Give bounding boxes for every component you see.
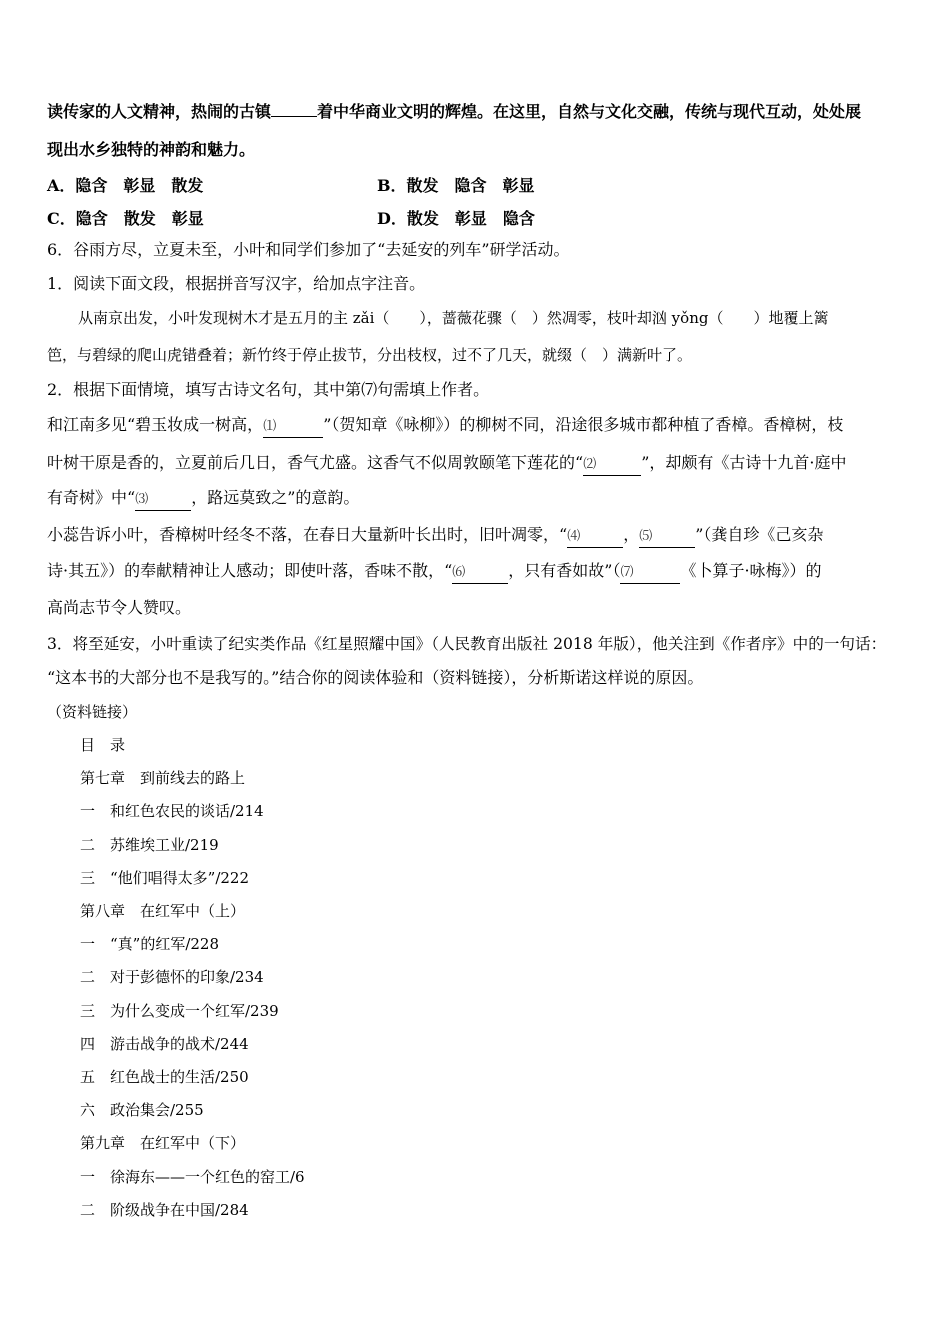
q6-p3-line1: 3．将至延安，小叶重读了纪实类作品《红星照耀中国》（人民教育出版社 2018 年版），他关注到《作者序》中的一句话： xyxy=(47,635,887,653)
toc-item: 五 红色战士的生活/250 xyxy=(80,1068,249,1086)
q6-p2-title: 2．根据下面情境，填写古诗文名句，其中第⑺句需填上作者。 xyxy=(47,380,490,399)
toc-item: 三 为什么变成一个红军/239 xyxy=(80,1001,279,1020)
q6-p2-line4 xyxy=(47,525,823,548)
q6-p2-line1 xyxy=(47,415,843,438)
toc-item: 目 录 xyxy=(80,736,126,754)
q5-line2: 现出水乡独特的神韵和魅力。 xyxy=(47,140,256,159)
text: 和江南多见“碧玉妆成一树高， xyxy=(47,415,264,434)
text: 诗·其五》）的奉献精神让人感动；即使叶落，香味不散，“ xyxy=(47,561,453,580)
option-c[interactable]: C．隐含 散发 彰显 xyxy=(47,209,204,228)
blank-3: ⑶ xyxy=(135,490,191,511)
toc-item: 一 “真”的红军/228 xyxy=(80,935,220,954)
text: ”（龚自珍《己亥杂 xyxy=(695,525,824,544)
q6-p2-line6: 高尚志节令人赞叹。 xyxy=(47,598,192,617)
toc-item: 三 “他们唱得太多”/222 xyxy=(80,868,250,887)
text: 有奇树》中“ xyxy=(47,488,136,507)
text: ，只有香如故”（ xyxy=(508,561,621,580)
text: 小蕊告诉小叶，香樟树叶经冬不落，在春日大量新叶长出时，旧叶凋零，“ xyxy=(47,525,568,544)
toc-item: 一 徐海东——一个红色的窑工/6 xyxy=(80,1167,305,1186)
q6-p1-title: 1．阅读下面文段，根据拼音写汉字，给加点字注音。 xyxy=(47,274,426,293)
blank-7: ⑺ xyxy=(620,563,680,584)
blank-2: ⑵ xyxy=(583,455,641,476)
q6-p3-line3: （资料链接） xyxy=(47,703,138,721)
text: ”，却颇有《古诗十九首·庭中 xyxy=(641,453,847,472)
toc-item: 第九章 在红军中（下） xyxy=(80,1134,246,1153)
q6-p2-line2 xyxy=(47,453,846,476)
q5-line1 xyxy=(47,102,861,122)
text: 读传家的人文精神，热闹的古镇 xyxy=(47,102,272,121)
blank xyxy=(271,116,317,117)
text: ，路远莫致之”的意韵。 xyxy=(191,488,360,507)
text: ， xyxy=(623,525,640,544)
q6-p1-line1: 从南京出发，小叶发现树木才是五月的主 zǎi（ ），蔷薇花骤（ ）然凋零，枝叶却汹 yǒng（ ）地覆上篱 xyxy=(78,309,829,327)
text: ”（贺知章《咏柳》）的柳树不同，沿途很多城市都种植了香樟。香樟树，枝 xyxy=(323,415,844,434)
blank-5: ⑸ xyxy=(639,527,695,548)
toc-item: 第七章 到前线去的路上 xyxy=(80,769,246,788)
blank-4: ⑷ xyxy=(567,527,623,548)
q6-p3-line2: “这本书的大部分也不是我写的。”结合你的阅读体验和（资料链接），分析斯诺这样说的原因。 xyxy=(47,668,704,687)
q6-p1-line2: 笆，与碧绿的爬山虎错叠着；新竹终于停止拔节，分出枝杈，过不了几天，就缀（ ）满新叶了。 xyxy=(47,346,693,364)
q6-title: 6．谷雨方尽，立夏未至，小叶和同学们参加了“去延安的列车”研学活动。 xyxy=(47,240,570,259)
toc-item: 二 对于彭德怀的印象/234 xyxy=(80,968,264,987)
toc-item: 二 苏维埃工业/219 xyxy=(80,835,219,854)
option-a[interactable]: A．隐含 彰显 散发 xyxy=(47,176,204,195)
q6-p2-line3 xyxy=(47,488,359,511)
option-d[interactable]: D．散发 彰显 隐含 xyxy=(377,209,535,228)
toc-item: 六 政治集会/255 xyxy=(80,1101,204,1120)
q6-p2-line5 xyxy=(47,561,822,584)
toc-item: 一 和红色农民的谈话/214 xyxy=(80,802,264,821)
toc-item: 二 阶级战争在中国/284 xyxy=(80,1200,249,1219)
text: 《卜算子·咏梅》）的 xyxy=(680,561,822,580)
text: 叶树干原是香的，立夏前后几日，香气尤盛。这香气不似周敦颐笔下莲花的“ xyxy=(47,453,584,472)
blank-6: ⑹ xyxy=(452,563,508,584)
toc-item: 第八章 在红军中（上） xyxy=(80,902,246,920)
blank-1: ⑴ xyxy=(263,417,323,438)
option-b[interactable]: B．散发 隐含 彰显 xyxy=(377,176,535,195)
toc-item: 四 游击战争的战术/244 xyxy=(80,1034,249,1053)
text: 着中华商业文明的辉煌。在这里，自然与文化交融，传统与现代互动，处处展 xyxy=(317,102,862,121)
